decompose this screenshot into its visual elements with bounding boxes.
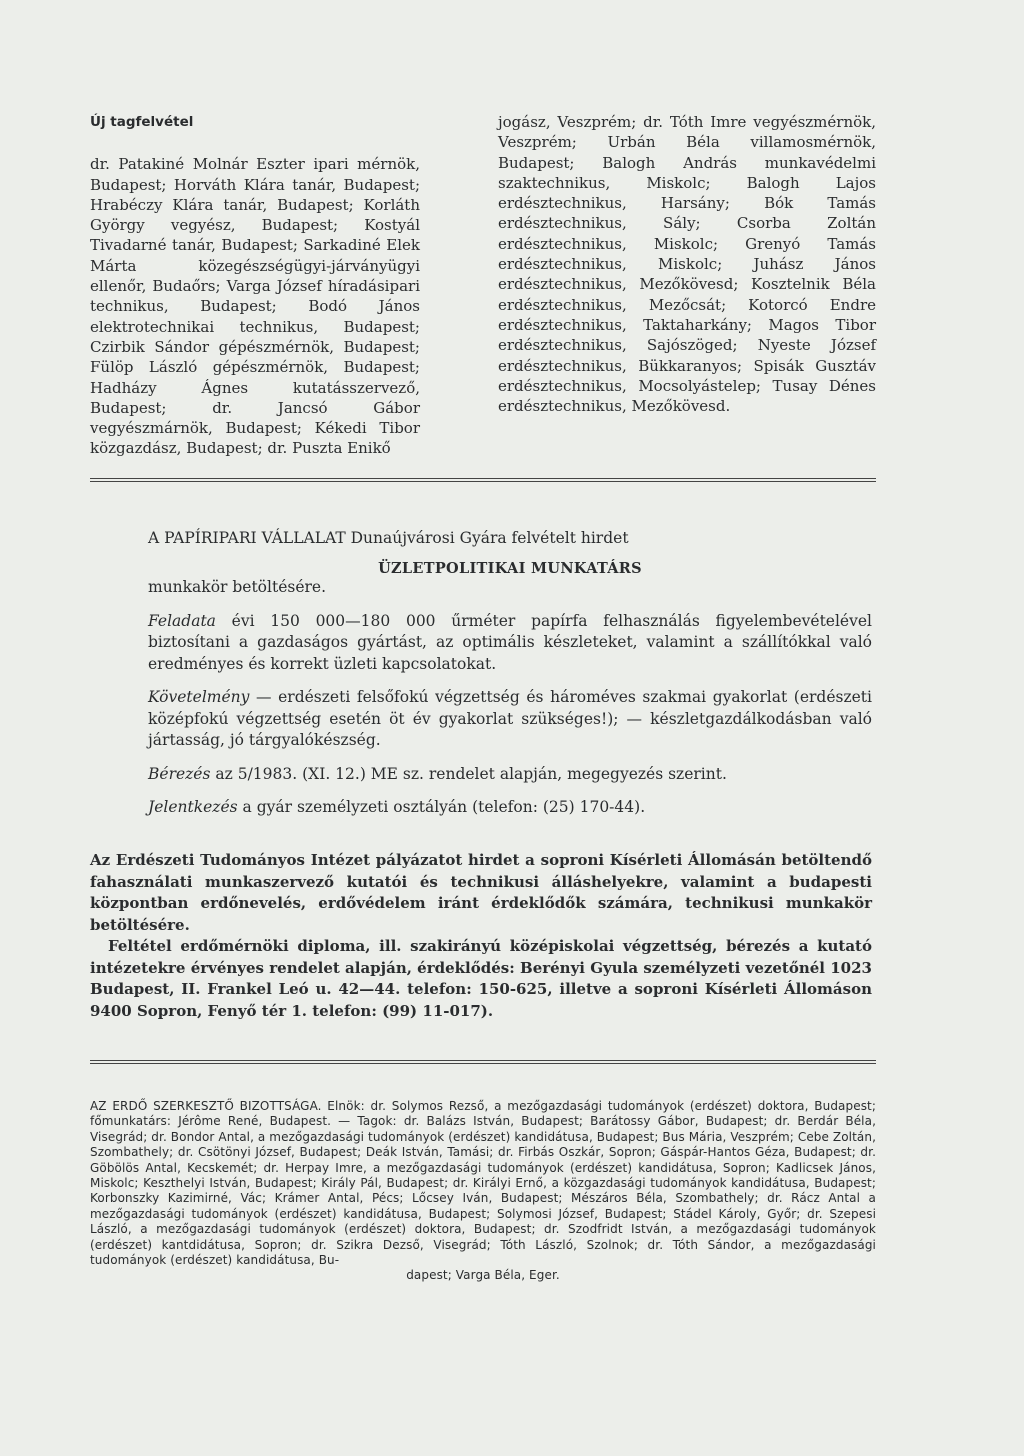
ad-intro: A PAPÍRIPARI VÁLLALAT Dunaújvárosi Gyára felvételt hirdet <box>148 529 629 547</box>
ad-salary-text: az 5/1983. (XI. 12.) ME sz. rendelet alapján, megegyezés szerint. <box>215 764 727 783</box>
ad-requirement-label: Követelmény <box>148 688 250 706</box>
right-column-text: jogász, Veszprém; dr. Tóth Imre vegyészmérnök, Veszprém; Urbán Béla villamosmérnök, Budapest; Balogh András munkavédelmi szaktechnikus, Miskolc; Balogh Lajos erdésztechnikus, Harsány; Bók Tamás erdésztechnikus, Sály; Csorba Zoltán erdésztechnikus, Miskolc; Grenyó Tamás erdésztechnikus, Miskolc; Juhász János erdésztechnikus, Mezőkövesd; Kosztelnik Béla erdésztechnikus, Mezőcsát; Kotorcó Endre erdésztechnikus, Taktaharkány; Magos Tibor erdésztechnikus, Sajószöged; Nyeste József erdésztechnikus, Bükkaranyos; Spisák Gusztáv erdésztechnikus, Mocsolyástelep; Tusay Dénes erdésztechnikus, Mezőkövesd. <box>498 113 876 416</box>
institute-notice <box>90 850 872 1022</box>
ad-task-text: évi 150 000—180 000 űrméter papírfa felhasználás figyelembevételével biztosítani a gazdaságos gyártást, az optimális készleteket, valamint a szállítókkal való eredményes és korrekt üzleti kapcsolatokat. <box>148 611 872 673</box>
ad-task <box>148 611 872 676</box>
notice-paragraph-2: Feltétel erdőmérnöki diploma, ill. szakirányú középiskolai végzettség, bérezés a kutató intézetekre érvényes rendelet alapján, érdeklődés: Berényi Gyula személyzeti vezetőnél 1023 Budapest, II. Frankel Leó u. 42—44. telefon: 150-625, illetve a soproni Kísérleti Állomáson 9400 Sopron, Fenyő tér 1. telefon: (99) 11-017). <box>90 937 872 1020</box>
right-column <box>498 112 876 416</box>
section-heading: Új tagfelvétel <box>90 114 194 130</box>
editorial-text: AZ ERDŐ SZERKESZTŐ BIZOTTSÁGA. Elnök: dr. Solymos Rezső, a mezőgazdasági tudományok (erdészet) doktora, Budapest; főmunkatárs: Jérôme René, Budapest. — Tagok: dr. Balázs István, Budapest; Barátossy Gábor, Budapest; dr. Berdár Béla, Visegrád; dr. Bondor Antal, a mezőgazdasági tudományok (erdészet) kandidátusa, Budapest; Bus Mária, Veszprém; Cebe Zoltán, Szombathely; dr. Csötönyi József, Budapest; Deák István, Tamási; dr. Firbás Oszkár, Sopron; Gáspár-Hantos Géza, Budapest; dr. Göbölös Antal, Kecskemét; dr. Herpay Imre, a mezőgazdasági tudományok (erdészet) kandidátusa, Sopron; Kadlicsek János, Miskolc; Keszthelyi István, Budapest; Király Pál, Budapest; dr. Királyi Ernő, a közgazdasági tudományok kandidátusa, Budapest; Korbonszky Kazimirné, Vác; Krámer Antal, Pécs; Lőcsey Iván, Budapest; Mészáros Béla, Szombathely; dr. Rácz Antal a mezőgazdasági tudományok (erdészet) kandidátusa, Budapest; Solymosi József, Budapest; Stádel Károly, Győr; dr. Szepesi László, a mezőgazdasági tudományok (erdészet) doktora, Budapest; dr. Szodfridt István, a mezőgazdasági tudományok (erdészet) kantdidátusa, Sopron; dr. Szikra Dezső, Visegrád; Tóth László, Szolnok; dr. Tóth Sándor, a mezőgazdasági tudományok (erdészet) kandidátusa, Bu- <box>90 1099 876 1268</box>
new-members-section <box>90 112 876 472</box>
ad-position-title: ÜZLETPOLITIKAI MUNKATÁRS <box>378 559 642 577</box>
ad-application <box>148 797 872 819</box>
job-advertisement <box>148 528 872 819</box>
ad-requirement-text: — erdészeti felsőfokú végzettség és hároméves szakmai gyakorlat (erdészeti középfokú végzettség esetén öt év gyakorlat szükséges!); — készletgazdálkodásban való jártasság, jó tárgyalókészség. <box>148 688 872 749</box>
divider-rule-bottom-1 <box>90 1060 876 1061</box>
ad-application-text: a gyár személyzeti osztályán (telefon: (25) 170-44). <box>242 798 646 816</box>
left-column <box>90 112 420 459</box>
ad-application-label: Jelentkezés <box>148 798 238 816</box>
ad-task-label: Feladata <box>148 611 216 630</box>
ad-requirement <box>148 687 872 752</box>
divider-rule-top-2 <box>90 481 876 482</box>
divider-rule-bottom-2 <box>90 1063 876 1064</box>
divider-rule-top-1 <box>90 478 876 479</box>
editorial-last-line: dapest; Varga Béla, Eger. <box>406 1268 560 1283</box>
ad-salary <box>148 764 872 786</box>
notice-paragraph-1: Az Erdészeti Tudományos Intézet pályázatot hirdet a soproni Kísérleti Állomásán betöltendő fahasználati munkaszervező kutatói és technikusi álláshelyekre, valamint a budapesti központban erdőnevelés, erdővédelem iránt érdeklődők számára, technikusi munkakör betöltésére. <box>90 851 872 934</box>
ad-salary-label: Bérezés <box>148 764 211 783</box>
left-column-text: dr. Patakiné Molnár Eszter ipari mérnök, Budapest; Horváth Klára tanár, Budapest; Hrabéczy Klára tanár, Budapest; Korláth György vegyész, Budapest; Kostyál Tivadarné tanár, Budapest; Sarkadiné Elek Márta közegészségügyi-járványügyi ellenőr, Budaőrs; Varga József híradásipari technikus, Budapest; Bodó János elektrotechnikai technikus, Budapest; Czirbik Sándor gépészmérnök, Budapest; Fülöp László gépészmérnök, Budapest; Hadházy Ágnes kutatásszervező, Budapest; dr. Jancsó Gábor vegyészmárnök, Budapest; Kékedi Tibor közgazdász, Budapest; dr. Puszta Enikő <box>90 155 420 458</box>
ad-position-suffix: munkakör betöltésére. <box>148 578 327 596</box>
editorial-board <box>90 1099 876 1284</box>
